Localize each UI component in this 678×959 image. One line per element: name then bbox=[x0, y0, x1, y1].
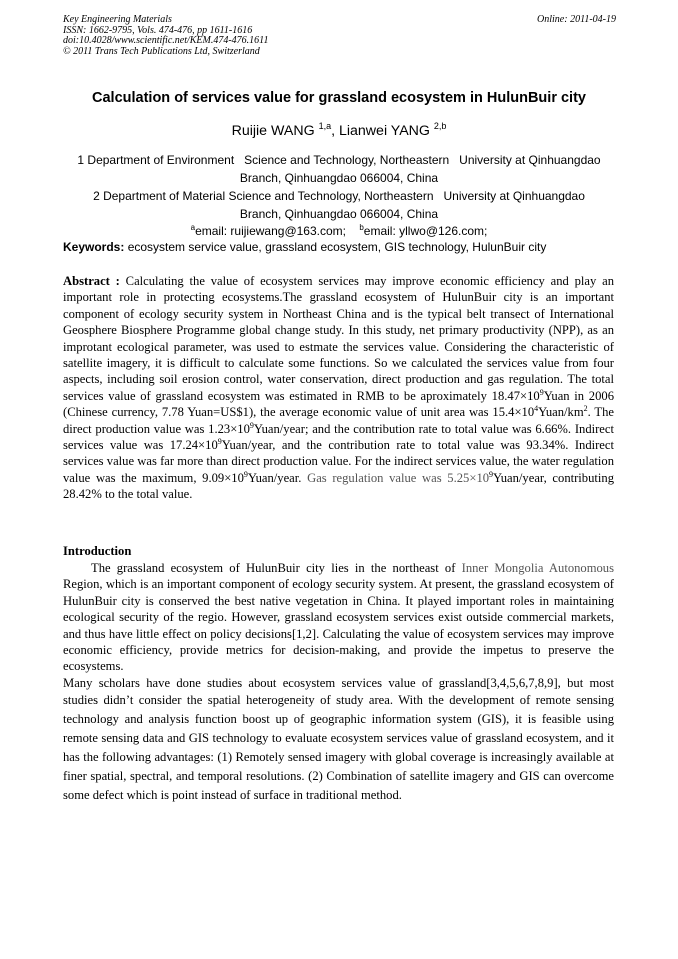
exponent: 9 bbox=[489, 469, 494, 479]
author-separator: , bbox=[331, 123, 339, 139]
email-b-mark: b bbox=[359, 223, 364, 232]
affiliation-1 bbox=[40, 151, 638, 187]
abstract-text: contributing 28.42% to the total value. bbox=[63, 470, 614, 502]
keywords bbox=[63, 240, 623, 254]
affiliation-1-line-2: Branch, Qinhuangdao 066004, China bbox=[239, 171, 439, 185]
paragraph-text: Region, which is an important component of ecology security system. At present, the grassland ecosystem of HulunBuir city is conserved the best native vegetation in China. It played important roles in maintaining ecological security of the regio. However, grassland ecosystem services exist outside commercial markets, and thus have little effect on policy decisions[1,2]. Calculating the value of ecosystem services may improve economic efficiency, provide metrics for decision-making, and provide the impetus to preserve the ecosystems. bbox=[63, 577, 614, 674]
affiliation-2 bbox=[40, 187, 638, 223]
email-a-mark: a bbox=[190, 223, 196, 232]
introduction-paragraph-2 bbox=[63, 675, 614, 805]
email-b: email: yllwo@126.com; bbox=[363, 224, 488, 238]
author-2-name: Lianwei YANG bbox=[338, 123, 430, 139]
abstract-text: Yuan/year. bbox=[247, 470, 308, 485]
doi-line: doi:10.4028/www.scientific.net/KEM.474-476.1611 bbox=[63, 35, 269, 46]
introduction-heading: Introduction bbox=[63, 544, 132, 558]
keywords-text: ecosystem service value, grassland ecosystem, GIS technology, HulunBuir city bbox=[124, 240, 547, 254]
author-1-affiliation-mark: 1,a bbox=[318, 121, 332, 131]
copyright-line: © 2011 Trans Tech Publications Ltd, Switzerland bbox=[63, 45, 260, 57]
online-date: Online: 2011-04-19 bbox=[537, 14, 616, 25]
abstract-text: Yuan/km bbox=[538, 405, 584, 420]
abstract bbox=[63, 273, 614, 503]
affiliation-2-line-1: 2 Department of Material Science and Technology, Northeastern University at Qinhuangdao bbox=[93, 189, 585, 203]
exponent: 9 bbox=[243, 469, 248, 479]
abstract-text: Yuan in 2006 (Chinese currency, 7.78 Yuan=US$1), the average economic value of unit area was 15.4×10 bbox=[63, 388, 614, 420]
paragraph-text: Inner Mongolia Autonomous bbox=[461, 561, 615, 575]
abstract-label: Abstract : bbox=[63, 274, 120, 288]
exponent: 4 bbox=[534, 404, 539, 414]
abstract-text: Yuan/year, bbox=[493, 470, 547, 485]
exponent: 2 bbox=[583, 404, 588, 414]
exponent: 9 bbox=[539, 387, 544, 397]
abstract-text: Gas regulation value was 5.25×10 bbox=[307, 470, 490, 485]
journal-header bbox=[63, 15, 616, 57]
introduction-paragraph-1 bbox=[63, 560, 614, 675]
author-line bbox=[40, 123, 638, 139]
abstract-text: Yuan/year, and the contribution rate to total value was 93.34%. Indirect services value was far more than direct production value. For the indirect services value, the water regulation value was the maximum, 9.09×10 bbox=[63, 438, 614, 485]
keywords-label: Keywords: bbox=[63, 240, 125, 254]
email-a: email: ruijiewang@163.com; bbox=[195, 224, 346, 238]
paragraph-text: Many scholars have done studies about ecosystem services value of grassland[3,4,5,6,7,8,9], but most studies didn’t consider the spatial heterogeneity of study area. bbox=[63, 675, 614, 708]
email-line bbox=[40, 222, 638, 240]
affiliation-1-line-1: 1 Department of Environment Science and Technology, Northeastern University at Qinhuangdao bbox=[77, 153, 601, 167]
exponent: 9 bbox=[217, 437, 222, 447]
abstract-text: Yuan/year; and the contribution rate to total value was 6.66%. Indirect services value was 17.24×10 bbox=[63, 421, 614, 453]
paragraph-text: The grassland ecosystem of HulunBuir city lies in the northeast of bbox=[91, 561, 462, 575]
author-1-name: Ruijie WANG bbox=[231, 123, 315, 139]
issn-line: ISSN: 1662-9795, Vols. 474-476, pp 1611-1616 bbox=[63, 24, 253, 36]
journal-name: Key Engineering Materials bbox=[63, 14, 172, 25]
paragraph-text: With the development of remote sensing technology and analysis function boost up of geographic information system (GIS), it is feasible using remote sensing data and GIS technology to evaluate ecosystem services value of grassland ecosystem, and it has the following advantages: (1) Remotely sensed imagery with global coverage is increasingly available at finer spatial, spectral, and temporal resolutions. (2) Combination of satellite imagery and GIS can overcome some defect which is point instead of surface in traditional method. bbox=[63, 693, 614, 803]
affiliation-2-line-2: Branch, Qinhuangdao 066004, China bbox=[239, 207, 439, 221]
introduction-body bbox=[63, 560, 614, 805]
author-2-affiliation-mark: 2,b bbox=[433, 121, 447, 131]
paper-title: Calculation of services value for grassland ecosystem in HulunBuir city bbox=[92, 90, 586, 106]
exponent: 9 bbox=[249, 420, 254, 430]
abstract-text: Calculating the value of ecosystem services may improve economic efficiency and play an important role in protecting ecosystems.The grassland ecosystem of HulunBuir city is an important component of ecology security system in Northeast China and is the typical belt transect of International Geosphere Biosphere Programme global change study. In this study, net primary productivity (NPP), as an improtant ecological parameter, was used to estmate the services value. Considering the characteristic of satellite imagery, it is difficult to calculate some functions. So we calculated the services value from four aspects, including soil erosion control, water conservation, direct production and gas regulation. The total services value of grassland ecosystem was estimated in RMB to be aproximately 18.47×10 bbox=[63, 274, 614, 403]
abstract-text: . The direct production value was 1.23×10 bbox=[63, 405, 614, 436]
